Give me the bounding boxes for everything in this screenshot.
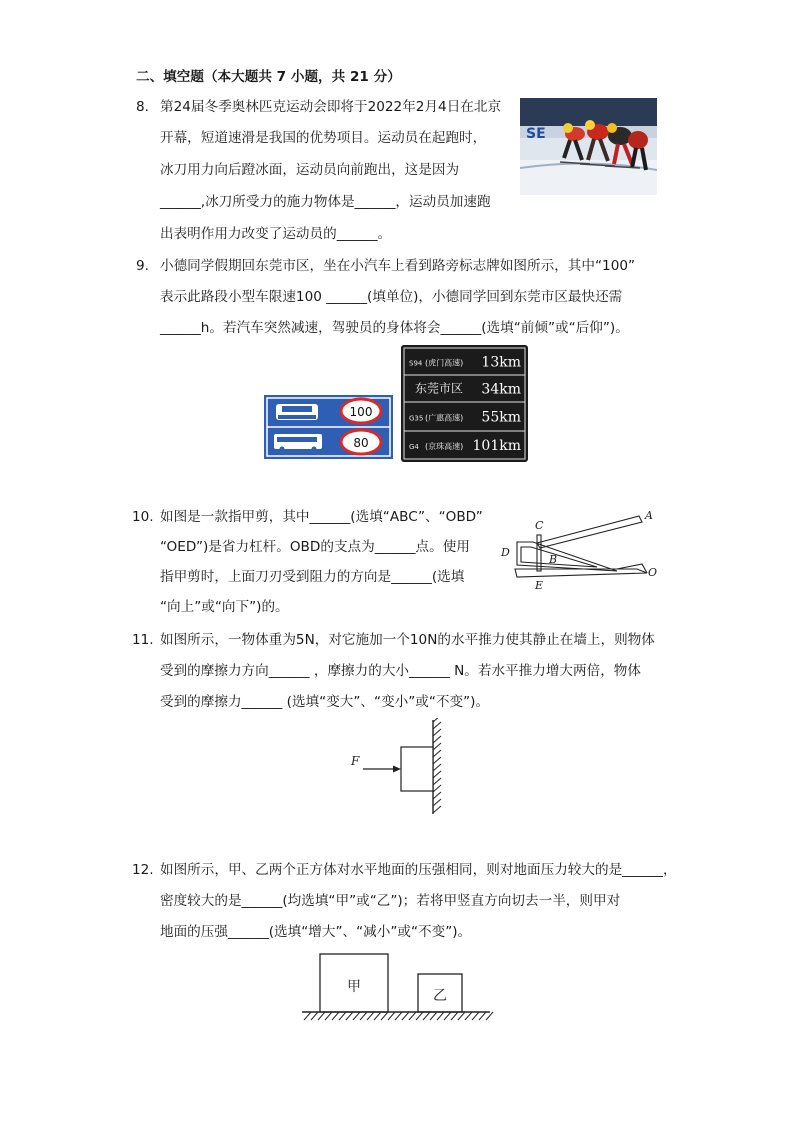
distance-sign-code: G35 (409, 414, 424, 423)
speed-skating-photo (520, 98, 657, 195)
question-text-line: 地面的压强______(选填“增大”、“减小”或“不变”)。 (160, 924, 472, 940)
car-icon (276, 404, 318, 420)
block (401, 747, 433, 791)
question-text-line: 小德同学假期回东莞市区，坐在小汽车上看到路旁标志牌如图所示，其中“100” (160, 258, 636, 274)
question-text-line: 如图所示，甲、乙两个正方体对水平地面的压强相同，则对地面压力较大的是______， (160, 862, 677, 878)
question-text-line: 如图所示，一物体重为5N，对它施加一个10N的水平推力使其静止在墙上，则物体 (160, 632, 655, 648)
force-arrow (393, 766, 401, 773)
cube-yi-label: 乙 (433, 988, 447, 1004)
cube-jia-label: 甲 (347, 979, 361, 995)
question-text-line: “OED”)是省力杠杆。OBD的支点为______点。使用 (160, 539, 470, 555)
question-text-line: 冰刀用力向后蹬冰面，运动员向前跑出，这是因为 (160, 162, 460, 178)
label-E: E (535, 579, 544, 592)
cubes-diagram (298, 948, 494, 1026)
question-text-line: 受到的摩擦力方向______ ，摩擦力的大小______ N。若水平推力增大两倍，物体 (160, 663, 641, 679)
label-B: B (549, 553, 558, 566)
distance-sign-code: G4 (409, 443, 419, 451)
question-text-line: 出表明作用力改变了运动员的______。 (160, 226, 392, 242)
distance-sign-distance: 13km (481, 354, 521, 371)
label-D: D (501, 546, 510, 559)
wall-block-diagram (345, 718, 450, 816)
distance-sign-distance: 55km (481, 409, 521, 426)
question-text-line: ______,冰刀所受力的施力物体是______，运动员加速跑 (160, 194, 491, 210)
label-C: C (535, 519, 544, 532)
question-text-line: 如图是一款指甲剪，其中______(选填“ABC”、“OBD” (160, 509, 483, 525)
bus-speed-limit-value: 80 (353, 436, 369, 450)
distance-sign (401, 345, 528, 462)
question-number: 10. (132, 509, 154, 525)
distance-sign-name: (广惠高速) (425, 413, 464, 423)
force-label: F (351, 754, 360, 768)
question-number: 11. (132, 632, 154, 648)
distance-sign-distance: 34km (481, 381, 521, 398)
question-number: 12. (132, 862, 154, 878)
label-A: A (645, 509, 653, 522)
speed-limit-sign (264, 395, 393, 459)
svg-text:SE: SE (526, 126, 546, 142)
distance-sign-name: (虎门高速) (425, 358, 464, 368)
distance-sign-name: 东莞市区 (415, 381, 464, 396)
bus-icon (274, 434, 322, 452)
question-text-line: ______h。若汽车突然减速，驾驶员的身体将会______(选填“前倾”或“后仰”)。 (160, 320, 629, 336)
car-speed-limit-value: 100 (349, 405, 373, 419)
question-text-line: 指甲剪时，上面刀刃受到阻力的方向是______(选填 (160, 569, 465, 585)
question-number: 9. (136, 258, 149, 274)
question-text-line: 表示此路段小型车限速100 ______(填单位)，小德同学回到东莞市区最快还需 (160, 289, 623, 305)
question-text-line: 开幕，短道速滑是我国的优势项目。运动员在起跑时， (160, 130, 487, 146)
question-text-line: 受到的摩擦力______ (选填“变大”、“变小”或“不变”)。 (160, 694, 490, 710)
question-text-line: 第24届冬季奥林匹克运动会即将于2022年2月4日在北京 (160, 99, 502, 115)
distance-sign-code: S94 (409, 359, 423, 368)
question-number: 8. (136, 99, 149, 115)
distance-sign-distance: 101km (472, 438, 521, 454)
question-text-line: “向上”或“向下”)的。 (160, 599, 289, 615)
distance-sign-name: (京珠高速) (425, 442, 464, 451)
nail-clipper-diagram (497, 505, 662, 593)
label-O: O (648, 566, 658, 579)
section-title: 二、填空题（本大题共 7 小题，共 21 分） (136, 69, 401, 85)
question-text-line: 密度较大的是______(均选填“甲”或“乙”)；若将甲竖直方向切去一半，则甲对 (160, 893, 621, 909)
